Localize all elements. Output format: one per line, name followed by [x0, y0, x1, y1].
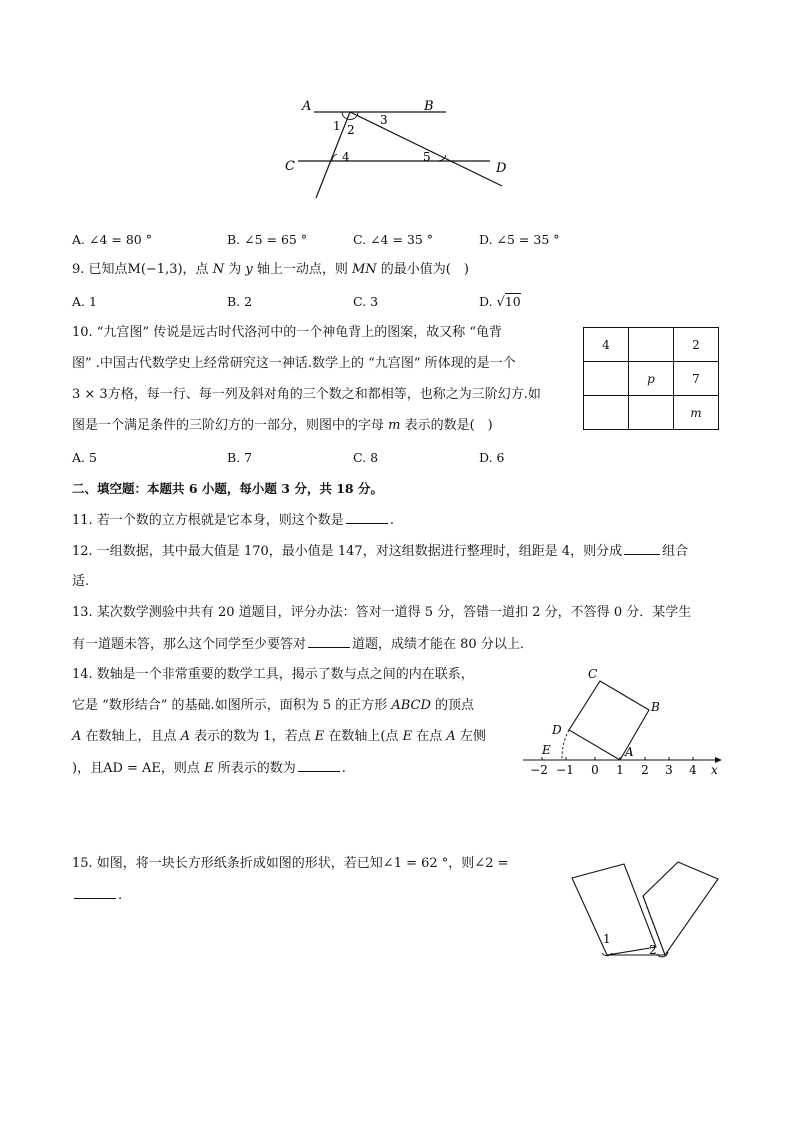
q11-answer-blank[interactable] [346, 512, 388, 524]
q12-line-1: 12. 一组数据，其中最大值是 170，最小值是 147，对这组数据进行整理时，组距是 4，则分成 组合 [72, 544, 689, 559]
q14-number-line-figure [515, 660, 725, 780]
q14-line-2: 它是 “数形结合” 的基础.如图所示，面积为 5 的正方形 ABCD 的顶点 [72, 698, 475, 713]
q14-answer-blank[interactable] [298, 760, 340, 772]
q14-tick-label: −1 [556, 763, 574, 777]
q8-angle-2: 2 [347, 123, 355, 137]
section-2-heading: 二、填空题：本题共 6 小题，每小题 3 分，共 18 分。 [72, 481, 383, 496]
q13-answer-blank[interactable] [308, 636, 350, 648]
q14-line-4: )，且AD = AE，则点 E 所表示的数为 . [72, 761, 346, 776]
q15-folded-strip-figure [565, 858, 725, 963]
grid-cell [584, 396, 629, 430]
grid-cell: m [674, 396, 719, 430]
q10-option-a[interactable]: A. 5 [72, 450, 97, 465]
q9-option-b[interactable]: B. 2 [227, 294, 253, 309]
q15-angle-2: 2 [649, 943, 657, 957]
q10-line-3: 3 × 3方格，每一行、每一列及斜对角的三个数之和都相等，也称之为三阶幻方.如 [72, 387, 541, 402]
q10-option-c[interactable]: C. 8 [353, 450, 379, 465]
q10-line-2: 图” .中国古代数学史上经常研究这一神话.数学上的 “九宫图” 所体现的是一个 [72, 356, 516, 371]
grid-cell: 7 [674, 362, 719, 396]
grid-cell: p [629, 362, 674, 396]
q14-tick-label: 4 [689, 763, 697, 777]
q14-label-a: A [625, 745, 634, 759]
q12-answer-blank[interactable] [624, 543, 660, 555]
q15-angle-1: 1 [603, 932, 611, 946]
q14-line-3: A 在数轴上，且点 A 表示的数为 1，若点 E 在数轴上(点 E 在点 A 左侧 [72, 729, 486, 744]
q8-option-c[interactable]: C. ∠4 = 35 ° [353, 232, 434, 247]
q13-line-2: 有一道题未答，那么这个同学至少要答对 道题，成绩才能在 80 分以上． [72, 637, 533, 652]
q9-option-a[interactable]: A. 1 [72, 294, 97, 309]
q14-label-x: x [711, 763, 718, 777]
q14-tick-label: 3 [665, 763, 673, 777]
q8-angle-1: 1 [333, 119, 341, 133]
q8-label-d: D [496, 161, 507, 176]
q8-option-d[interactable]: D. ∠5 = 35 ° [479, 232, 560, 247]
q8-angle-4: 4 [342, 150, 350, 164]
q13-line-1: 13. 某次数学测验中共有 20 道题目，评分办法：答对一道得 5 分，答错一道扣 2 分，不答得 0 分．某学生 [72, 605, 692, 620]
magic-square-grid [583, 327, 719, 430]
q12-line-2: 适. [72, 574, 90, 589]
q14-tick-label: 1 [616, 763, 624, 777]
grid-cell [584, 362, 629, 396]
q8-option-b[interactable]: B. ∠5 = 65 ° [227, 232, 308, 247]
q14-line-1: 14. 数轴是一个非常重要的数学工具，揭示了数与点之间的内在联系， [72, 667, 474, 682]
q14-label-d: D [552, 723, 562, 737]
q8-label-a: A [302, 99, 312, 114]
grid-cell [629, 396, 674, 430]
q15-line-1: 15. 如图，将一块长方形纸条折成如图的形状，若已知∠1 = 62 °，则∠2 = [72, 856, 509, 871]
grid-cell: 2 [674, 328, 719, 362]
q8-label-c: C [285, 159, 295, 174]
q14-label-b: B [651, 700, 660, 714]
q8-label-b: B [424, 99, 434, 114]
q8-angle-3: 3 [380, 113, 388, 127]
grid-cell [629, 328, 674, 362]
q14-label-e: E [542, 743, 551, 757]
q8-parallel-lines-figure [280, 92, 520, 202]
q10-line-1: 10. “九宫图” 传说是远古时代洛河中的一个神龟背上的图案，故又称 “龟背 [72, 325, 503, 340]
grid-cell: 4 [584, 328, 629, 362]
q9-option-c[interactable]: C. 3 [353, 294, 379, 309]
q15-line-2: . [72, 887, 122, 904]
q9-option-d[interactable]: D. √10 [479, 294, 521, 310]
q8-option-a[interactable]: A. ∠4 = 80 ° [72, 232, 152, 247]
q14-tick-label: 0 [591, 763, 599, 777]
q8-angle-5: 5 [423, 150, 431, 164]
q10-option-d[interactable]: D. 6 [479, 450, 505, 465]
q14-tick-label: −2 [530, 763, 548, 777]
q11-stem: 11. 若一个数的立方根就是它本身，则这个数是 . [72, 513, 394, 528]
q10-line-4: 图是一个满足条件的三阶幻方的一部分，则图中的字母 m 表示的数是( ) [72, 418, 493, 433]
q10-option-b[interactable]: B. 7 [227, 450, 253, 465]
q15-answer-blank[interactable] [74, 887, 116, 899]
q9-stem: 9. 已知点M(−1,3)，点 N 为 y 轴上一动点，则 MN 的最小值为( ) [72, 262, 469, 277]
q14-label-c: C [588, 667, 598, 681]
q14-tick-label: 2 [641, 763, 649, 777]
